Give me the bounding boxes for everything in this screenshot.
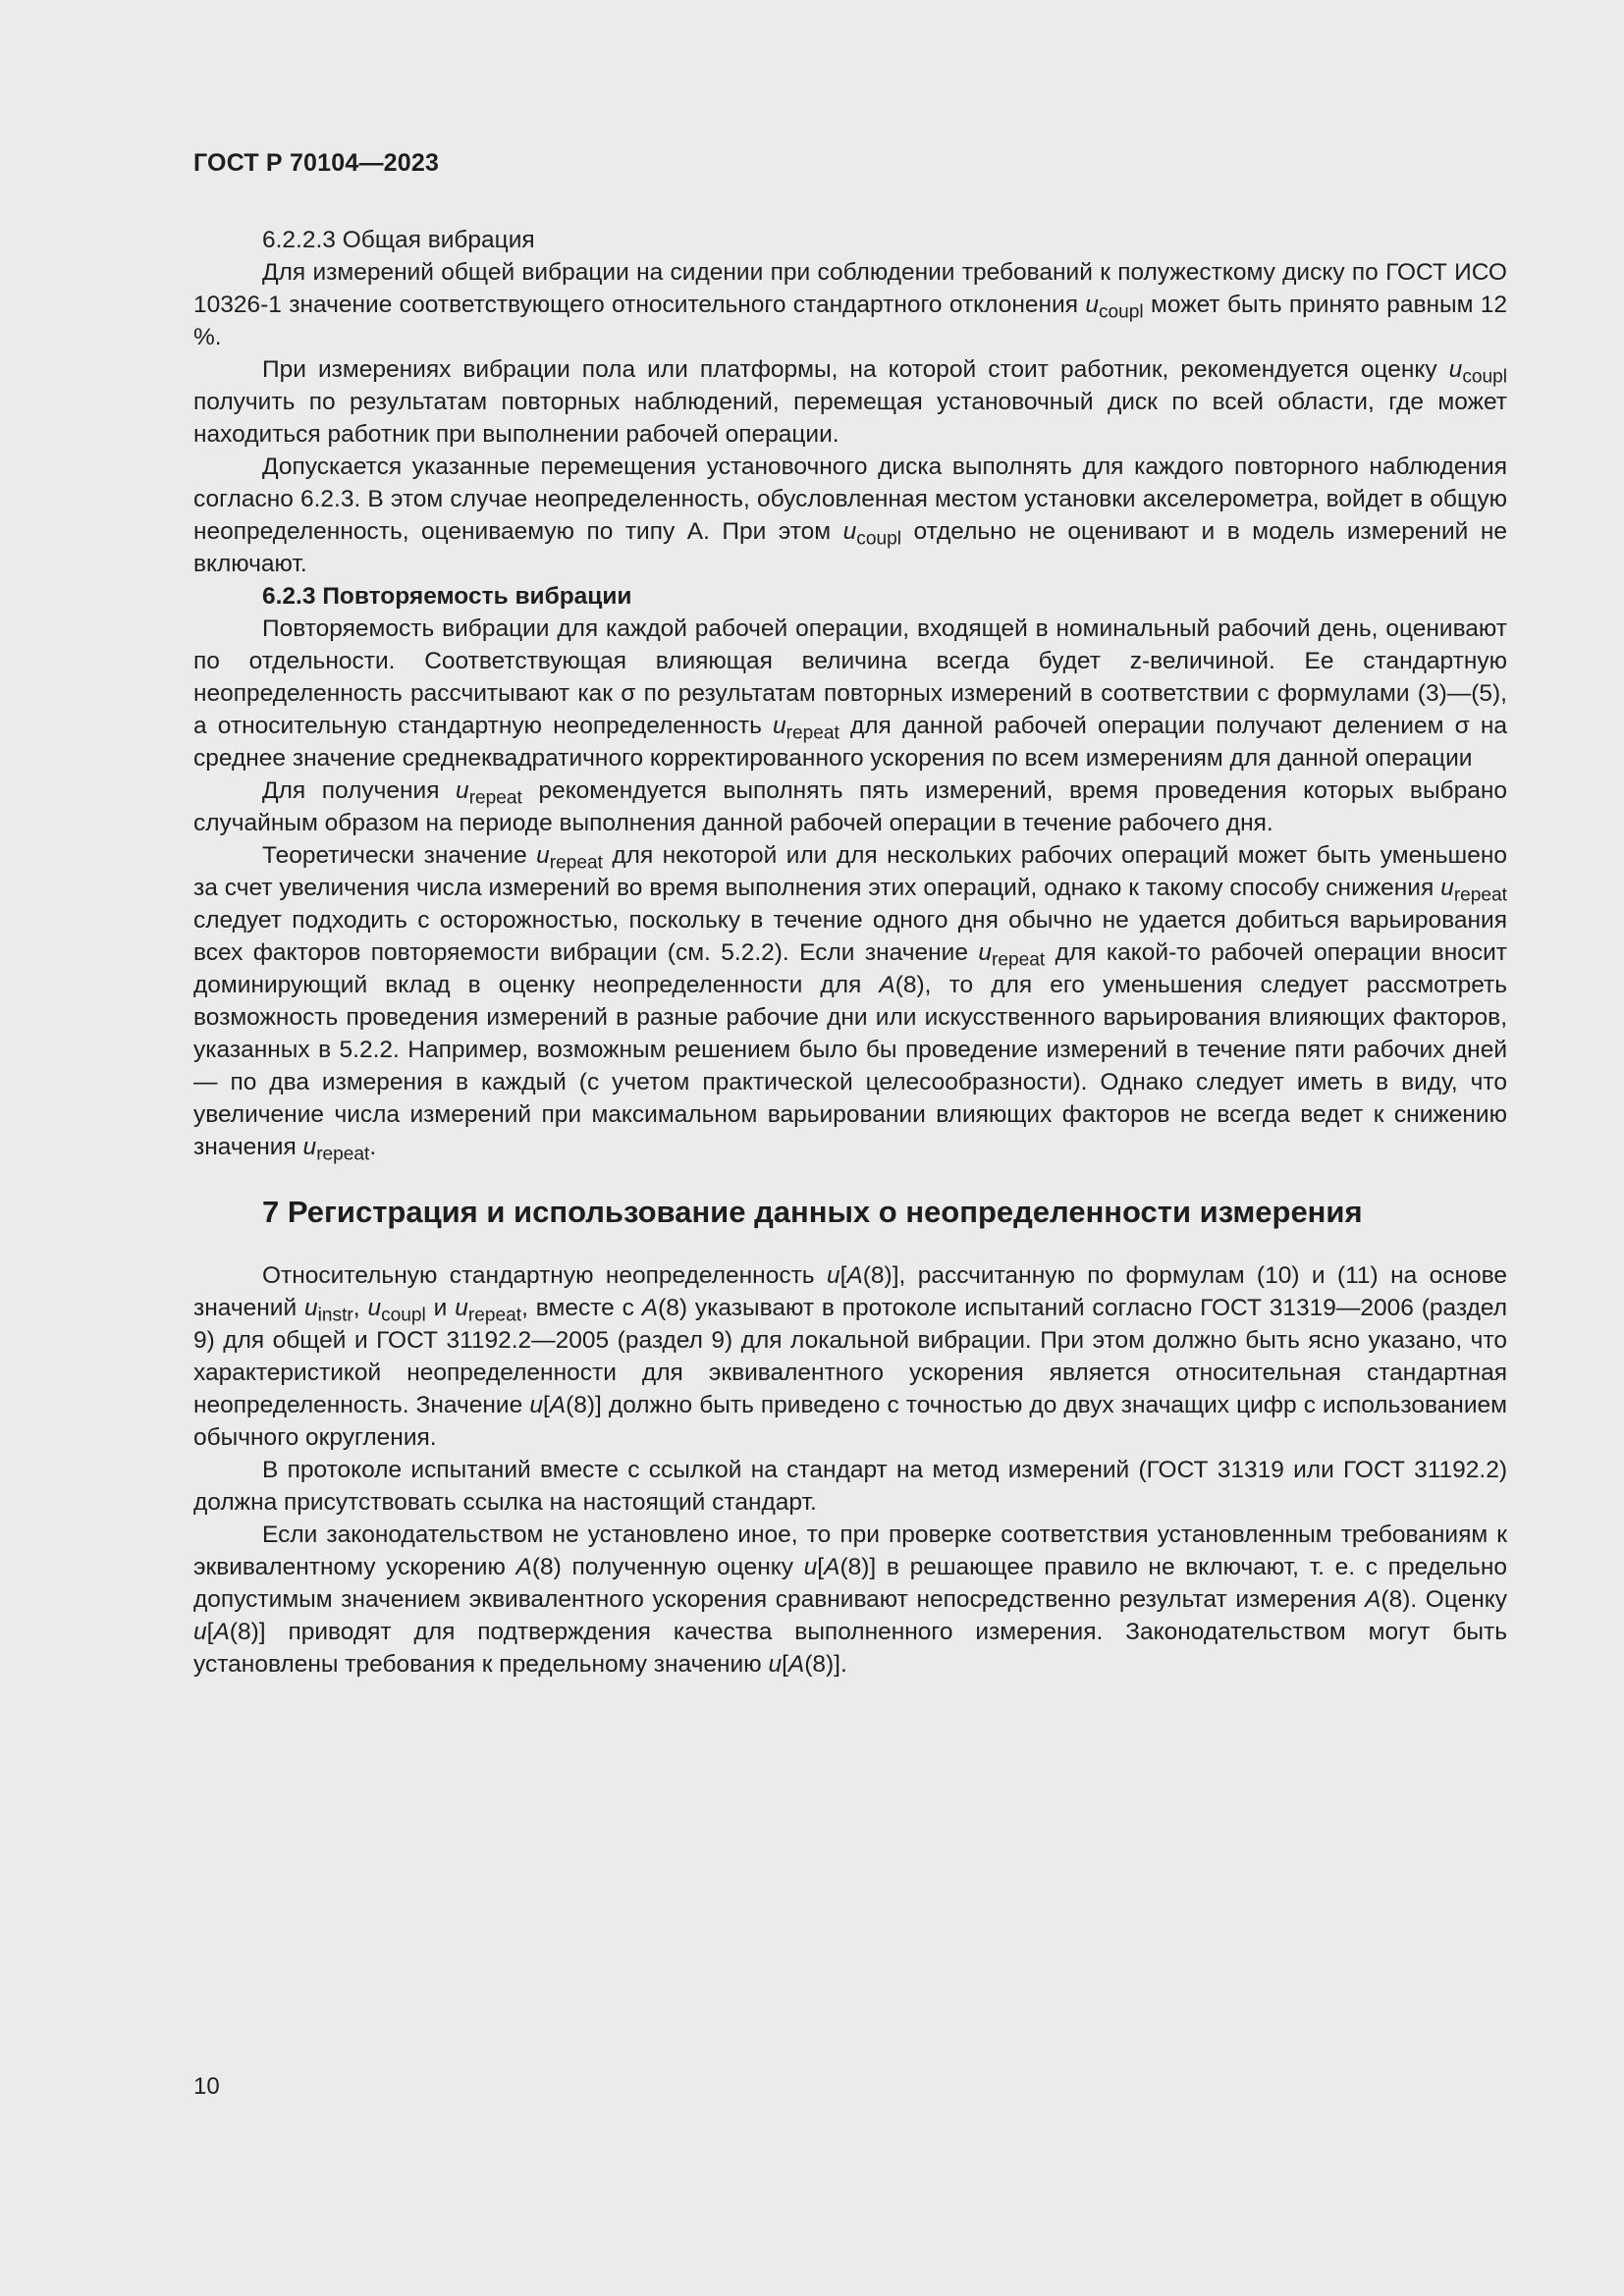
- paragraph: Если законодательством не установлено иное, то при проверке соответствия установленным требованиям к эквивалентному ускорению A(8) полученную оценку u[A(8)] в решающее правило не включают, т. е. с предельно допустимым значением эквивалентного ускорения сравнивают непосредственно результат измерения A(8). Оценку u[A(8)] приводят для подтверждения качества выполненного измерения. Законодательством могут быть установлены требования к предельному значению u[A(8)].: [193, 1522, 1507, 1678]
- paragraph: Повторяемость вибрации для каждой рабочей операции, входящей в номинальный рабочий день, оценивают по отдельности. Соответствующая влияющая величина всегда будет z-величиной. Ее стандартную неопределенность рассчитывают как σ по результатам повторных измерений в соответствии с формулами (3)—(5), а относительную стандартную неопределенность $u_{repeat}$ для данной рабочей операции получают делением σ на среднее значение среднеквадратичного корректированного ускорения по всем измерениям для данной операции: [193, 615, 1508, 772]
- document-body: [193, 224, 1507, 1681]
- paragraph: В протоколе испытаний вместе с ссылкой на стандарт на метод измерений (ГОСТ 31319 или ГОСТ 31192.2) должна присутствовать ссылка на настоящий стандарт.: [193, 1457, 1507, 1516]
- document-code-header: ГОСТ Р 70104—2023: [193, 149, 440, 177]
- paragraph: Относительную стандартную неопределенность u[A(8)], рассчитанную по формулам (10) и (11) на основе значений $u_{instr}$, $u_{coupl}$ и $u_{repeat}$, вместе с A(8) указывают в протоколе испытаний согласно ГОСТ 31319—2006 (раздел 9) для общей и ГОСТ 31192.2—2005 (раздел 9) для локальной вибрации. При этом должно быть ясно указано, что характеристикой неопределенности для эквивалентного ускорения является относительная стандартная неопределенность. Значение u[A(8)] должно быть приведено с точностью до двух значащих цифр с использованием обычного округления.: [193, 1262, 1508, 1451]
- page-number: 10: [193, 2073, 220, 2100]
- paragraph: Для получения $u_{repeat}$ рекомендуется выполнять пять измерений, время проведения которых выбрано случайным образом на периоде выполнения данной рабочей операции в течение рабочего дня.: [193, 777, 1507, 836]
- paragraph: Теоретически значение $u_{repeat}$ для некоторой или для нескольких рабочих операций может быть уменьшено за счет увеличения числа измерений во время выполнения этих операций, однако к такому способу снижения $u_{repeat}$ следует подходить с осторожностью, поскольку в течение одного дня обычно не удается добиться варьирования всех факторов повторяемости вибрации (см. 5.2.2). Если значение $u_{repeat}$ для какой-то рабочей операции вносит доминирующий вклад в оценку неопределенности для A(8), то для его уменьшения следует рассмотреть возможность проведения измерений в разные рабочие дни или искусственного варьирования влияющих факторов, указанных в 5.2.2. Например, возможным решением было бы проведение измерений в течение пяти рабочих дней — по два измерения в каждый (с учетом практической целесообразности). Однако следует иметь в виду, что увеличение числа измерений при максимальном варьировании влияющих факторов не всегда ведет к снижению значения $u_{repeat}$.: [193, 842, 1508, 1165]
- clause-title: Общая вибрация: [342, 227, 535, 253]
- paragraph: Допускается указанные перемещения установочного диска выполнять для каждого повторного наблюдения согласно 6.2.3. В этом случае неопределенность, обусловленная местом установки акселерометра, войдет в общую неопределенность, оцениваемую по типу А. При этом $u_{coupl}$ отдельно не оценивают и в модель измерений не включают.: [193, 454, 1507, 577]
- clause-number: 6.2.3: [262, 583, 316, 610]
- clause-number: 6.2.2.3: [262, 227, 336, 253]
- paragraph: Для измерений общей вибрации на сидении при соблюдении требований к полужесткому диску по ГОСТ ИСО 10326-1 значение соответствующего относительного стандартного отклонения $u_{coupl}$ может быть принято равным 12 %.: [193, 259, 1508, 350]
- clause-6-2-2-3-title: [193, 224, 1507, 256]
- section-7-heading: 7 Регистрация и использование данных о неопределенности измерения: [262, 1195, 1363, 1229]
- clause-6-2-3-title: [193, 580, 1507, 613]
- paragraph: При измерениях вибрации пола или платформы, на которой стоит работник, рекомендуется оценку $u_{coupl}$ получить по результатам повторных наблюдений, перемещая установочный диск по всей области, где может находиться работник при выполнении рабочей операции.: [193, 356, 1507, 448]
- clause-title: Повторяемость вибрации: [322, 583, 632, 610]
